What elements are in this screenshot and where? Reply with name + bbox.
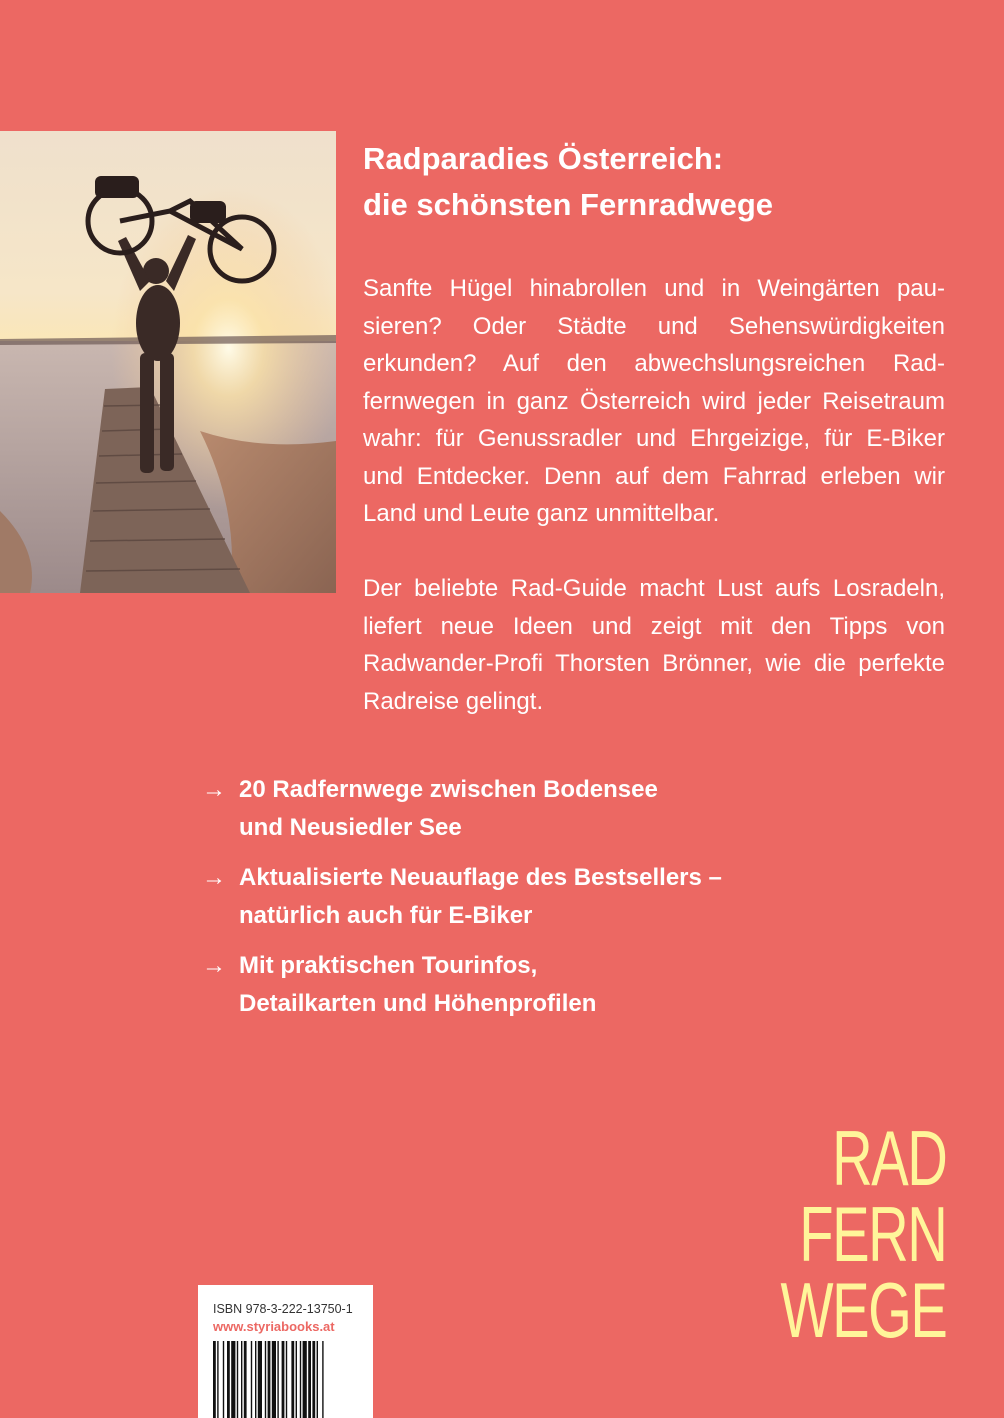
feature-text-line: natürlich auch für E-Biker xyxy=(239,902,533,929)
guide-paragraph: Der beliebte Rad-Guide macht Lust aufs Losradeln, liefert neue Ideen und zeigt mit den Tipps von Radwander-Profi Thorsten Brönner, wie die perfekte Radreise gelingt. xyxy=(363,575,945,715)
isbn-number: ISBN 978-3-222-13750-1 xyxy=(213,1302,353,1316)
headline-line-1: Radparadies Österreich: xyxy=(363,141,724,176)
feature-list xyxy=(202,771,802,1035)
series-logo-line: RAD xyxy=(831,1114,946,1202)
feature-item xyxy=(202,859,802,935)
arrow-right-icon: → xyxy=(202,952,226,979)
feature-text-line: und Neusiedler See xyxy=(239,814,462,841)
feature-text-line: 20 Radfernwege zwischen Bodensee xyxy=(239,776,658,803)
feature-text-line: Mit praktischen Tourinfos, xyxy=(239,952,538,979)
headline-line-2: die schönsten Fernradwege xyxy=(363,187,773,222)
arrow-right-icon: → xyxy=(202,864,226,891)
series-logo-line: WEGE xyxy=(780,1266,946,1354)
feature-text-line: Aktualisierte Neuauflage des Bestsellers – xyxy=(239,864,722,891)
isbn-label xyxy=(198,1285,373,1418)
cyclist-sunset-image xyxy=(0,131,336,593)
arrow-right-icon: → xyxy=(202,776,226,803)
barcode-icon xyxy=(213,1341,358,1418)
feature-item xyxy=(202,771,802,847)
series-logo-line: FERN xyxy=(798,1190,946,1278)
feature-text-line: Detailkarten und Höhenprofilen xyxy=(239,990,597,1017)
series-logo xyxy=(716,1114,946,1354)
intro-paragraph: Sanfte Hügel hinabrollen und in Weingärten pausieren? Oder Städte und Sehenswürdigkeiten erkunden? Auf den abwechslungsreichen Radfernwegen in ganz Österreich wird jeder Reisetraum wahr: für Genussradler und Ehrgeizige, für E-Biker und Entdecker. Denn auf dem Fahrrad erleben wir Land und Leute ganz unmittelbar. xyxy=(363,275,945,527)
publisher-url: www.styriabooks.at xyxy=(213,1319,335,1334)
cover-photo xyxy=(0,131,336,593)
headline xyxy=(363,136,963,228)
feature-item xyxy=(202,947,802,1023)
